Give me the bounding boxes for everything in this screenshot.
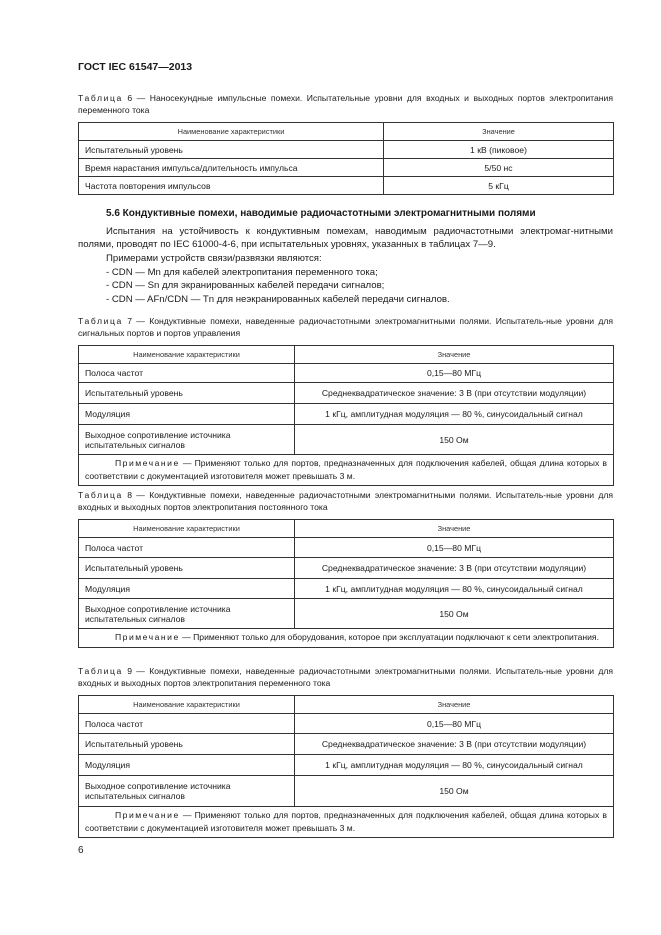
table-row — [79, 141, 614, 159]
table8-caption — [78, 490, 613, 513]
table7-label: Таблица — [78, 316, 123, 326]
table-cell: 1 кВ (пиковое) — [384, 141, 614, 159]
table-row — [79, 538, 614, 558]
table-cell: Испытательный уровень — [79, 383, 295, 404]
note-label: Примечание — [115, 810, 180, 820]
note-label: Примечание — [115, 458, 180, 468]
note-text: — Применяют только для портов, предназначенных для подключения кабелей, общая длина которых в соответствии с документацией изготовителя может превышать 3 м. — [85, 458, 607, 481]
table-row — [79, 755, 614, 776]
table8 — [78, 519, 614, 648]
note-text: — Применяют только для портов, предназначенных для подключения кабелей, общая длина которых в соответствии с документацией изготовителя может превышать 3 м. — [85, 810, 607, 833]
table7 — [78, 345, 614, 486]
column-header: Наименование характеристики — [79, 696, 295, 714]
table-cell: Среднеквадратическое значение: 3 В (при отсутствии модуляции) — [295, 734, 614, 755]
table9-caption — [78, 666, 613, 689]
table-row — [79, 714, 614, 734]
table-header-row — [79, 123, 614, 141]
table9-label: Таблица — [78, 666, 123, 676]
table6-label: Таблица — [78, 93, 123, 103]
table-cell: Выходное сопротивление источника испытательных сигналов — [79, 776, 295, 807]
list-item: - CDN — Sn для экранированных кабелей передачи сигналов; — [106, 280, 385, 292]
table-cell: Время нарастания импульса/длительность импульса — [79, 159, 384, 177]
column-header: Наименование характеристики — [79, 346, 295, 364]
table-note-row — [79, 455, 614, 486]
table8-label: Таблица — [78, 490, 123, 500]
table-row — [79, 177, 614, 195]
table-cell: Испытательный уровень — [79, 558, 295, 579]
table6 — [78, 122, 614, 195]
note-label: Примечание — [115, 632, 180, 642]
table-row — [79, 364, 614, 383]
table-cell: 0,15—80 МГц — [295, 714, 614, 734]
table-cell: 0,15—80 МГц — [295, 364, 614, 383]
list-item: - CDN — Mn для кабелей электропитания переменного тока; — [106, 267, 378, 278]
list-item: - CDN — AFn/CDN — Tn для неэкранированных кабелей передачи сигналов. — [106, 293, 450, 305]
table-cell: Полоса частот — [79, 714, 295, 734]
table-cell: 1 кГц, амплитудная модуляция — 80 %, синусоидальный сигнал — [295, 404, 614, 425]
table-note-row — [79, 807, 614, 838]
paragraph: Примерами устройств связи/развязки являются: — [106, 252, 322, 264]
table-note — [79, 455, 614, 486]
table-cell: Модуляция — [79, 404, 295, 425]
table-cell: Выходное сопротивление источника испытательных сигналов — [79, 599, 295, 629]
table-header-row — [79, 696, 614, 714]
table-note — [79, 629, 614, 648]
table-cell: Модуляция — [79, 755, 295, 776]
table-row — [79, 558, 614, 579]
bullet-list — [106, 266, 613, 306]
table-row — [79, 159, 614, 177]
table-note — [79, 807, 614, 838]
table-cell: Среднеквадратическое значение: 3 В (при отсутствии модуляции) — [295, 383, 614, 404]
table-cell: Испытательный уровень — [79, 141, 384, 159]
table-cell: 5 кГц — [384, 177, 614, 195]
table-cell: Полоса частот — [79, 364, 295, 383]
table-row — [79, 404, 614, 425]
table-row — [79, 383, 614, 404]
table-cell: 1 кГц, амплитудная модуляция — 80 %, синусоидальный сигнал — [295, 755, 614, 776]
column-header: Значение — [295, 346, 614, 364]
note-text: — Применяют только для оборудования, которое при эксплуатации подключают к сети электропитания. — [182, 632, 599, 642]
table-row — [79, 425, 614, 455]
column-header: Значение — [384, 123, 614, 141]
table-row — [79, 599, 614, 629]
paragraph: Испытания на устойчивость к кондуктивным помехам, наводимым радиочастотными электромаг-нитными полями, проводят по IEC 61000-4-6, при испытательных уровнях, указанных в таблицах 7—9. — [78, 226, 613, 251]
table-cell: Выходное сопротивление источника испытательных сигналов — [79, 425, 295, 455]
table9-caption-text: 9 — Кондуктивные помехи, наведенные радиочастотными электромагнитными полями. Испытатель-ные уровни для входных и выходных портов электропитания переменного тока — [78, 666, 614, 688]
table-cell: 150 Ом — [295, 599, 614, 629]
table7-caption — [78, 316, 613, 339]
column-header: Значение — [295, 520, 614, 538]
table-cell: Частота повторения импульсов — [79, 177, 384, 195]
table-header-row — [79, 520, 614, 538]
table-cell: 1 кГц, амплитудная модуляция — 80 %, синусоидальный сигнал — [295, 579, 614, 599]
table-cell: Испытательный уровень — [79, 734, 295, 755]
column-header: Наименование характеристики — [79, 123, 384, 141]
table-cell: Модуляция — [79, 579, 295, 599]
document-header: ГОСТ IEC 61547—2013 — [78, 61, 193, 73]
table-header-row — [79, 346, 614, 364]
table8-caption-text: 8 — Кондуктивные помехи, наведенные радиочастотными электромагнитными полями. Испытатель-ные уровни для входных и выходных портов электропитания постоянного тока — [78, 490, 614, 512]
table-cell: 150 Ом — [295, 776, 614, 807]
table-cell: Полоса частот — [79, 538, 295, 558]
column-header: Наименование характеристики — [79, 520, 295, 538]
table6-caption-text: 6 — Наносекундные импульсные помехи. Испытательные уровни для входных и выходных портов электропитания переменного тока — [78, 93, 614, 115]
table9 — [78, 695, 614, 838]
table6-caption — [78, 93, 613, 116]
table-cell: 150 Ом — [295, 425, 614, 455]
section-body — [78, 225, 613, 265]
table-cell: Среднеквадратическое значение: 3 В (при отсутствии модуляции) — [295, 558, 614, 579]
table-row — [79, 579, 614, 599]
table-note-row — [79, 629, 614, 648]
table-row — [79, 734, 614, 755]
table-row — [79, 776, 614, 807]
table7-caption-text: 7 — Кондуктивные помехи, наведенные радиочастотными электромагнитными полями. Испытатель-ные уровни для сигнальных портов и портов управления — [78, 316, 614, 338]
section-title: 5.6 Кондуктивные помехи, наводимые радиочастотными электромагнитными полями — [106, 208, 536, 219]
table-cell: 0,15—80 МГц — [295, 538, 614, 558]
column-header: Значение — [295, 696, 614, 714]
table-cell: 5/50 нс — [384, 159, 614, 177]
page-number: 6 — [78, 845, 84, 856]
